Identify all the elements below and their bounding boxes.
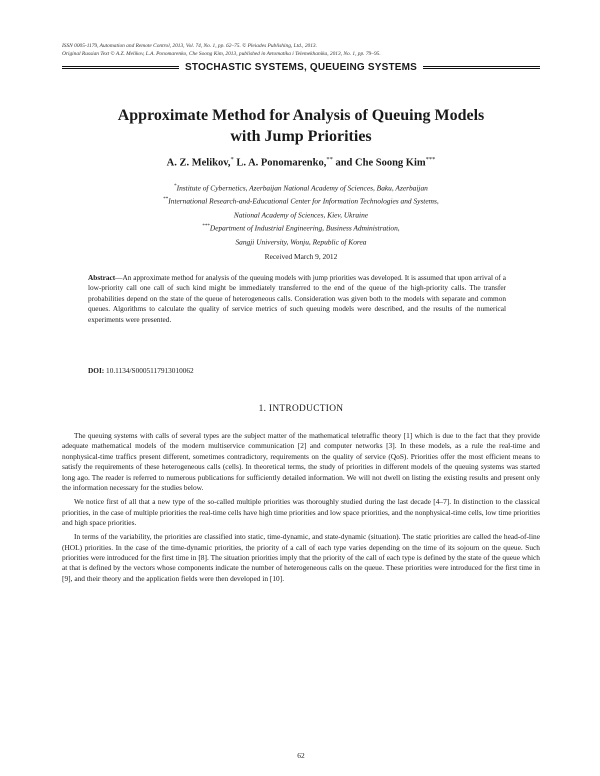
page-number: 62 <box>297 751 305 760</box>
author-list <box>62 156 540 169</box>
banner-rule-left <box>62 66 179 70</box>
abstract-text: —An approximate method for analysis of the queuing models with jump priorities was developed. It is assumed that upon arrival of a low-priority call one call of such kind might be immediately transferred to the end of the queue of the high-priority calls. The transfer probabilities depend on the state of the queue of heterogeneous calls. Consideration was given both to the models with separate and common queues. Algorithms to calculate the quality of service metrics of such queuing models were described, and the results of the numerical experiments were presented. <box>88 273 506 324</box>
section-label: STOCHASTIC SYSTEMS, QUEUEING SYSTEMS <box>184 62 418 73</box>
author-3: and Che Soong Kim <box>335 157 426 169</box>
author-3-mark: *** <box>425 156 436 163</box>
body-text <box>62 431 540 588</box>
affiliation-line: Sangji University, Wonju, Republic of Korea <box>235 237 367 247</box>
banner-rule-right <box>423 66 540 70</box>
title-line-1: Approximate Method for Analysis of Queuing Models <box>117 107 485 124</box>
section-heading-introduction: 1. INTRODUCTION <box>258 404 344 414</box>
author-2: L. A. Ponomarenko, <box>236 157 327 169</box>
author-1: A. Z. Melikov, <box>166 157 231 169</box>
journal-line-1: ISSN 0005-1179, Automation and Remote Control, 2013, Vol. 74, No. 1, pp. 62–75. © Pleiades Publishing, Ltd., 2013. <box>62 43 317 49</box>
author-2-mark: ** <box>326 156 333 163</box>
paragraph: The queuing systems with calls of several types are the subject matter of the mathematical teletraffic theory [1] which is due to the fact that they provide adequate mathematical models of the modern multiservice communication [2] and computer networks [3]. In these models, as a rule the real-time and nonphysical-time traffics present different, sometimes contradictory, requirements on the quality of service (QoS). Priorities offer the most efficient means to satisfy the requirements of these heterogeneous calls (cells). In theoretical terms, the study of priorities in different models of the queuing systems was started long ago. The reader is referred to numerous publications for sufficiently detailed information. We will not dwell on listing the existing results and present only the information necessary for the studies below. <box>62 431 540 493</box>
title-line-2: with Jump Priorities <box>230 128 372 145</box>
received-date: Received March 9, 2012 <box>264 252 338 261</box>
doi <box>88 366 506 375</box>
doi-value[interactable]: 10.1134/S0005117913010062 <box>106 366 194 375</box>
author-1-mark: * <box>230 156 234 163</box>
journal-line-2: Original Russian Text © A.Z. Melikov, L.A. Ponomarenko, Che Soong Kim, 2013, published in Avtomatika i Telemekhanika, 2013, No. 1, pp. 79–95. <box>62 50 381 57</box>
section-banner <box>62 62 540 73</box>
abstract <box>88 273 506 325</box>
affiliations <box>62 181 540 248</box>
journal-header <box>62 43 542 58</box>
paragraph: We notice first of all that a new type of the so-called multiple priorities was thoroughly studied during the last decade [4–7]. In distinction to the classical priorities, in the case of multiple priorities the real-time cells have high time priorities and low space priorities, and the nonphysical-time cells, low time priorities and high space priorities. <box>62 497 541 528</box>
doi-label: DOI: <box>88 366 105 375</box>
affiliation-line: National Academy of Sciences, Kiev, Ukraine <box>233 210 369 220</box>
affiliation-line: ***Department of Industrial Engineering, Business Administration, <box>202 223 400 233</box>
affiliation-line: *Institute of Cybernetics, Azerbaijan National Academy of Sciences, Baku, Azerbaijan <box>174 183 428 193</box>
paper-title <box>62 105 540 147</box>
affiliation-line: **International Research-and-Educational Center for Information Technologies and Systems, <box>163 196 439 206</box>
paragraph: In terms of the variability, the priorities are classified into static, time-dynamic, and state-dynamic (situation). The static priorities are called the head-of-line (HOL) priorities. In the case of the time-dynamic priorities, the priority of a call of each type varies depending on the time of its sojourn on the queue. Such priorities were introduced for the first time in [8]. The situation priorities imply that the priority of the call of each type is defined by the state of the queue which at that is defined by the vectors whose components indicate the number of heterogeneous calls on the queue. These priorities were introduced for the first time in [9], and their theory and the application fields were then developed in [10]. <box>62 532 540 583</box>
abstract-label: Abstract <box>88 273 116 282</box>
